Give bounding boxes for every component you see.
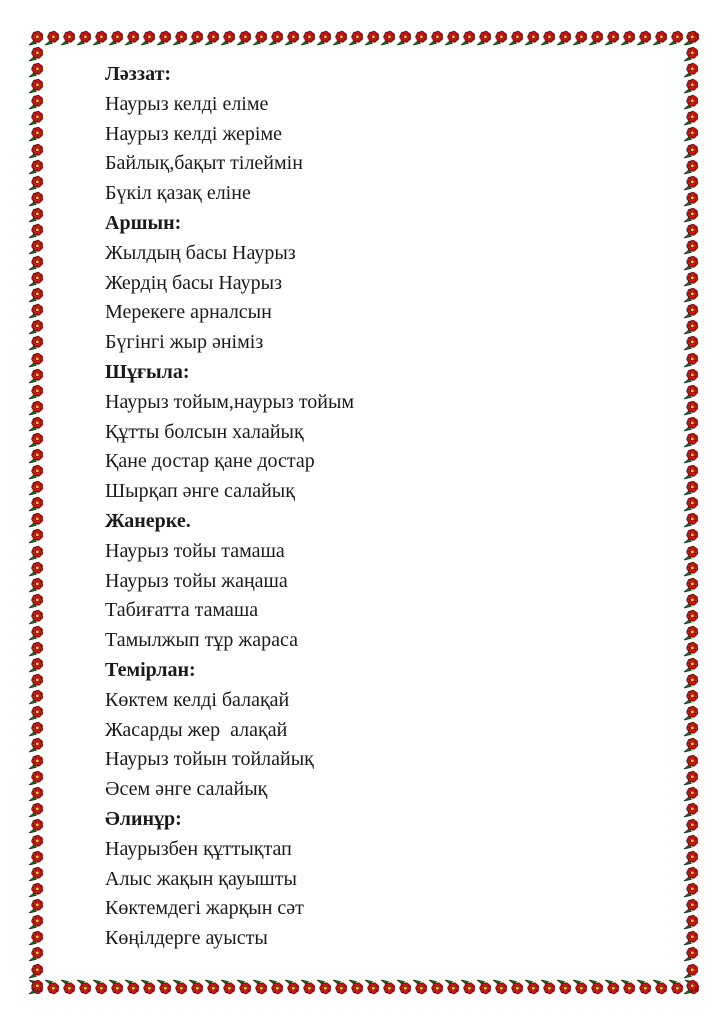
flower-icon <box>268 30 284 46</box>
flower-icon <box>28 914 44 930</box>
flower-icon <box>28 368 44 384</box>
flower-icon <box>683 705 699 721</box>
flower-icon <box>444 979 460 995</box>
flower-icon <box>683 207 699 223</box>
speaker-name: Аршын: <box>105 211 182 234</box>
flower-icon <box>348 30 364 46</box>
flower-icon <box>28 319 44 335</box>
flower-icon <box>28 898 44 914</box>
speaker-name: Темірлан: <box>105 658 196 681</box>
flower-icon <box>28 159 44 175</box>
verse-line: Табиғатта тамаша <box>105 599 259 622</box>
flower-icon <box>428 30 444 46</box>
flower-icon <box>28 850 44 866</box>
flower-icon <box>683 480 699 496</box>
flower-icon <box>28 705 44 721</box>
flower-icon <box>28 464 44 480</box>
flower-icon <box>252 979 268 995</box>
flower-icon <box>683 946 699 962</box>
flower-icon <box>683 448 699 464</box>
flower-icon <box>683 126 699 142</box>
flower-icon <box>540 979 556 995</box>
flower-icon <box>44 30 60 46</box>
flower-icon <box>683 673 699 689</box>
flower-icon <box>683 110 699 126</box>
flower-icon <box>284 979 300 995</box>
verse-line: Наурыз тойым,наурыз тойым <box>105 390 355 413</box>
flower-icon <box>556 979 572 995</box>
flower-icon <box>380 979 396 995</box>
flower-icon <box>28 641 44 657</box>
flower-icon <box>683 770 699 786</box>
ornament-border-top <box>28 30 700 46</box>
flower-icon <box>28 175 44 191</box>
speaker-name: Шұғыла: <box>105 360 190 383</box>
flower-icon <box>268 979 284 995</box>
flower-icon <box>683 979 699 995</box>
flower-icon <box>332 979 348 995</box>
flower-icon <box>683 159 699 175</box>
flower-icon <box>683 335 699 351</box>
flower-icon <box>683 94 699 110</box>
flower-icon <box>28 866 44 882</box>
flower-icon <box>124 979 140 995</box>
flower-icon <box>620 30 636 46</box>
flower-icon <box>683 416 699 432</box>
flower-icon <box>28 126 44 142</box>
verse-line: Байлық,бақыт тілеймін <box>105 152 303 175</box>
verse-line: Көңілдерге ауысты <box>105 927 268 950</box>
flower-icon <box>28 561 44 577</box>
flower-icon <box>92 30 108 46</box>
flower-icon <box>204 30 220 46</box>
flower-icon <box>588 979 604 995</box>
flower-icon <box>412 979 428 995</box>
flower-icon <box>28 46 44 62</box>
flower-icon <box>380 30 396 46</box>
flower-icon <box>60 979 76 995</box>
flower-icon <box>300 30 316 46</box>
flower-icon <box>683 30 699 46</box>
flower-icon <box>28 207 44 223</box>
flower-icon <box>28 416 44 432</box>
flower-icon <box>364 979 380 995</box>
flower-icon <box>76 30 92 46</box>
flower-icon <box>572 979 588 995</box>
flower-icon <box>204 979 220 995</box>
flower-icon <box>220 30 236 46</box>
speaker-name: Жанерке. <box>105 509 191 532</box>
flower-icon <box>28 384 44 400</box>
flower-icon <box>508 979 524 995</box>
flower-icon <box>683 561 699 577</box>
flower-icon <box>683 46 699 62</box>
flower-icon <box>683 512 699 528</box>
flower-icon <box>683 78 699 94</box>
flower-icon <box>28 673 44 689</box>
flower-icon <box>683 496 699 512</box>
flower-icon <box>396 30 412 46</box>
flower-icon <box>28 721 44 737</box>
flower-icon <box>588 30 604 46</box>
flower-icon <box>412 30 428 46</box>
flower-icon <box>683 834 699 850</box>
flower-icon <box>683 641 699 657</box>
verse-line: Шырқап әнге салайық <box>105 480 295 503</box>
flower-icon <box>28 528 44 544</box>
verse-line: Бүкіл қазақ еліне <box>105 182 251 205</box>
flower-icon <box>140 979 156 995</box>
flower-icon <box>396 979 412 995</box>
flower-icon <box>652 979 668 995</box>
flower-icon <box>668 979 684 995</box>
flower-icon <box>492 30 508 46</box>
flower-icon <box>28 657 44 673</box>
flower-icon <box>44 979 60 995</box>
flower-icon <box>28 62 44 78</box>
flower-icon <box>572 30 588 46</box>
flower-icon <box>28 834 44 850</box>
flower-icon <box>683 175 699 191</box>
flower-icon <box>28 512 44 528</box>
verse-line: Наурыз келді жеріме <box>105 122 282 145</box>
flower-icon <box>28 432 44 448</box>
flower-icon <box>524 30 540 46</box>
verse-line: Наурыз келді еліме <box>105 92 269 115</box>
flower-icon <box>683 287 699 303</box>
flower-icon <box>460 30 476 46</box>
flower-icon <box>28 223 44 239</box>
flower-icon <box>683 368 699 384</box>
flower-icon <box>683 593 699 609</box>
flower-icon <box>683 689 699 705</box>
flower-icon <box>108 30 124 46</box>
flower-icon <box>28 110 44 126</box>
flower-icon <box>124 30 140 46</box>
flower-icon <box>28 239 44 255</box>
flower-icon <box>28 754 44 770</box>
flower-icon <box>172 979 188 995</box>
flower-icon <box>683 464 699 480</box>
flower-icon <box>220 979 236 995</box>
flower-icon <box>188 30 204 46</box>
flower-icon <box>636 979 652 995</box>
flower-icon <box>28 737 44 753</box>
flower-icon <box>28 625 44 641</box>
flower-icon <box>316 979 332 995</box>
verse-line: Жердің басы Наурыз <box>105 271 282 294</box>
flower-icon <box>683 625 699 641</box>
flower-icon <box>683 62 699 78</box>
flower-icon <box>172 30 188 46</box>
flower-icon <box>444 30 460 46</box>
flower-icon <box>28 979 44 995</box>
flower-icon <box>28 770 44 786</box>
verse-line: Қане достар қане достар <box>105 450 315 473</box>
flower-icon <box>316 30 332 46</box>
flower-icon <box>28 609 44 625</box>
flower-icon <box>683 898 699 914</box>
flower-icon <box>683 657 699 673</box>
flower-icon <box>683 866 699 882</box>
flower-icon <box>76 979 92 995</box>
flower-icon <box>28 818 44 834</box>
flower-icon <box>300 979 316 995</box>
flower-icon <box>683 882 699 898</box>
flower-icon <box>28 78 44 94</box>
flower-icon <box>28 255 44 271</box>
flower-icon <box>156 30 172 46</box>
flower-icon <box>668 30 684 46</box>
flower-icon <box>683 303 699 319</box>
flower-icon <box>683 545 699 561</box>
flower-icon <box>428 979 444 995</box>
flower-icon <box>683 914 699 930</box>
flower-icon <box>683 384 699 400</box>
flower-icon <box>683 239 699 255</box>
verse-line: Мерекеге арналсын <box>105 301 272 324</box>
flower-icon <box>683 143 699 159</box>
flower-icon <box>28 689 44 705</box>
flower-icon <box>28 480 44 496</box>
flower-icon <box>28 930 44 946</box>
verse-line: Наурыз тойы тамаша <box>105 539 285 562</box>
flower-icon <box>60 30 76 46</box>
flower-icon <box>348 979 364 995</box>
flower-icon <box>460 979 476 995</box>
verse-line: Бүгінгі жыр әніміз <box>105 331 264 354</box>
flower-icon <box>92 979 108 995</box>
verse-line: Әсем әнге салайық <box>105 778 268 801</box>
flower-icon <box>236 30 252 46</box>
flower-icon <box>652 30 668 46</box>
flower-icon <box>28 271 44 287</box>
flower-icon <box>683 319 699 335</box>
flower-icon <box>364 30 380 46</box>
flower-icon <box>28 963 44 979</box>
flower-icon <box>683 721 699 737</box>
flower-icon <box>28 287 44 303</box>
flower-icon <box>683 609 699 625</box>
flower-icon <box>683 271 699 287</box>
flower-icon <box>476 30 492 46</box>
flower-icon <box>156 979 172 995</box>
flower-icon <box>556 30 572 46</box>
flower-icon <box>332 30 348 46</box>
speaker-name: Ләззат: <box>105 63 172 85</box>
flower-icon <box>683 802 699 818</box>
flower-icon <box>636 30 652 46</box>
flower-icon <box>508 30 524 46</box>
flower-icon <box>683 850 699 866</box>
flower-icon <box>683 191 699 207</box>
flower-icon <box>28 448 44 464</box>
ornament-border-bottom <box>28 979 700 995</box>
flower-icon <box>236 979 252 995</box>
flower-icon <box>683 255 699 271</box>
flower-icon <box>683 352 699 368</box>
flower-icon <box>28 577 44 593</box>
verse-line: Құтты болсын халайық <box>105 420 304 443</box>
flower-icon <box>28 786 44 802</box>
flower-icon <box>683 930 699 946</box>
flower-icon <box>28 545 44 561</box>
ornament-border-left <box>28 30 44 995</box>
flower-icon <box>140 30 156 46</box>
verse-line: Жасарды жер алақай <box>105 718 288 741</box>
flower-icon <box>28 496 44 512</box>
flower-icon <box>683 400 699 416</box>
flower-icon <box>188 979 204 995</box>
flower-icon <box>683 432 699 448</box>
flower-icon <box>28 191 44 207</box>
flower-icon <box>540 30 556 46</box>
flower-icon <box>28 30 44 46</box>
flower-icon <box>28 593 44 609</box>
flower-icon <box>28 802 44 818</box>
speaker-name: Әлинұр: <box>105 807 182 830</box>
verse-line: Жылдың басы Наурыз <box>105 241 296 264</box>
flower-icon <box>28 94 44 110</box>
flower-icon <box>108 979 124 995</box>
flower-icon <box>683 754 699 770</box>
flower-icon <box>683 577 699 593</box>
ornament-border-right <box>683 30 699 995</box>
verse-line: Алыс жақын қауышты <box>105 867 297 890</box>
verse-line: Тамылжып тұр жараса <box>105 629 298 652</box>
flower-icon <box>683 786 699 802</box>
flower-icon <box>28 946 44 962</box>
flower-icon <box>28 352 44 368</box>
flower-icon <box>28 303 44 319</box>
flower-icon <box>604 979 620 995</box>
flower-icon <box>252 30 268 46</box>
verse-line: Наурыз тойын тойлайық <box>105 748 314 771</box>
flower-icon <box>683 963 699 979</box>
flower-icon <box>683 818 699 834</box>
poem-content <box>105 60 670 954</box>
flower-icon <box>683 737 699 753</box>
flower-icon <box>683 223 699 239</box>
flower-icon <box>28 882 44 898</box>
flower-icon <box>492 979 508 995</box>
flower-icon <box>28 335 44 351</box>
flower-icon <box>476 979 492 995</box>
flower-icon <box>604 30 620 46</box>
flower-icon <box>620 979 636 995</box>
flower-icon <box>28 143 44 159</box>
flower-icon <box>683 528 699 544</box>
verse-line: Көктемдегі жарқын сәт <box>105 897 304 920</box>
verse-line: Наурызбен құттықтап <box>105 837 292 860</box>
verse-line: Көктем келді балақай <box>105 688 290 711</box>
flower-icon <box>28 400 44 416</box>
verse-line: Наурыз тойы жаңаша <box>105 569 288 592</box>
flower-icon <box>284 30 300 46</box>
flower-icon <box>524 979 540 995</box>
